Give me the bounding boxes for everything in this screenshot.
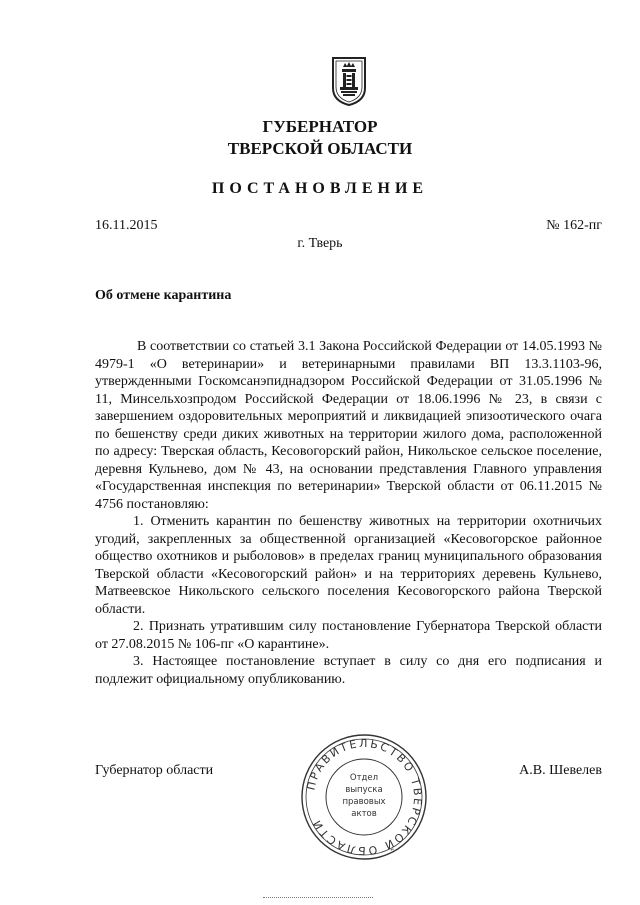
signature-title: Губернатор области: [95, 763, 214, 778]
document-city: г. Тверь: [297, 236, 343, 251]
stamp-center-line1: Отдел: [349, 773, 379, 783]
coat-of-arms-icon: [331, 55, 367, 107]
document-date: 16.11.2015: [95, 218, 158, 233]
body-item-3: 3. Настоящее постановление вступает в силу со дня его подписания и подлежит официальному опубликованию.: [95, 654, 602, 687]
page-bottom-mark: [263, 897, 373, 900]
stamp-center-line3: правовых: [342, 797, 386, 807]
issuer-title-line1: ГУБЕРНАТОР: [262, 117, 378, 136]
document-type: ПОСТАНОВЛЕНИЕ: [211, 180, 429, 197]
body-item-2: 2. Признать утратившим силу постановление Губернатора Тверской области от 27.08.2015 № 106-пг «О карантине».: [95, 619, 602, 652]
document-body: [95, 338, 602, 688]
issuer-title-line2: ТВЕРСКОЙ ОБЛАСТИ: [227, 139, 413, 158]
official-stamp-icon: [299, 732, 429, 862]
document-number: № 162-пг: [546, 218, 602, 233]
signature-name: А.В. Шевелев: [519, 763, 602, 778]
stamp-center-line4: актов: [351, 809, 377, 819]
stamp-ring-text: ПРАВИТЕЛЬСТВО ТВЕРСКОЙ ОБЛАСТИ: [304, 736, 425, 858]
stamp-center-line2: выпуска: [345, 785, 383, 795]
body-item-1: 1. Отменить карантин по бешенству животных на территории охотничьих угодий, закрепленных за общественной организацией «Кесовогорское районное общество охотников и рыболовов» в пределах границ муниципального образования Тверской области «Кесовогорский район» и на территориях деревень Кульнево, Матвеевское Никольского сельского поселения Кесовогорского района Тверской области.: [95, 514, 602, 617]
document-subject: Об отмене карантина: [95, 288, 232, 303]
body-intro-paragraph: В соответствии со статьей 3.1 Закона Российской Федерации от 14.05.1993 № 4979-1 «О ветеринарии» и ветеринарными правилами ВП 13.3.1103-96, утвержденными Госкомсанэпиднадзором Российской Федерации от 31.05.1996 № 11, Минсельхозпродом Российской Федерации от 18.06.1996 № 23, в связи с завершением оздоровительных мероприятий и ликвидацией эпизоотического очага по бешенству среди диких животных на территории жилого дома, расположенной по адресу: Тверская область, Кесовогорский район, Никольское сельское поселение, деревня Кульнево, дом № 43, на основании представления Главного управления «Государственная инспекция по ветеринарии» Тверской области от 06.11.2015 № 4756 постановляю:: [95, 339, 602, 512]
